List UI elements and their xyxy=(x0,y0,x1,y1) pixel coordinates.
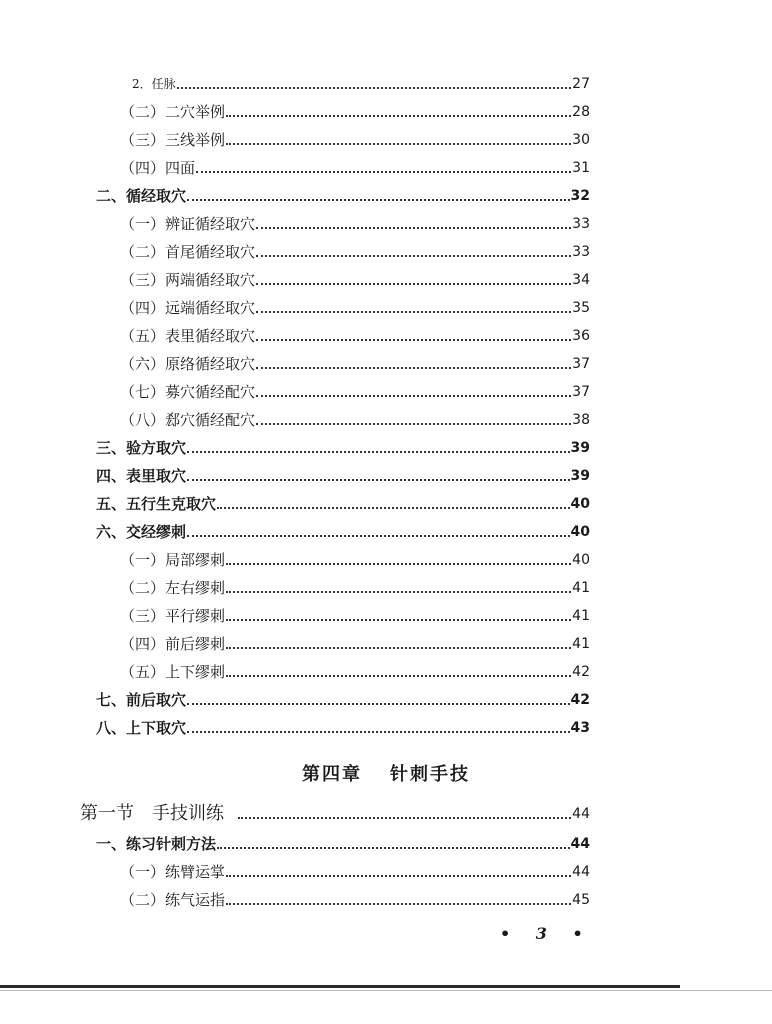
toc-entry-page: 36 xyxy=(572,328,590,344)
toc-entry[interactable] xyxy=(120,320,590,346)
toc-entry[interactable] xyxy=(96,460,590,486)
toc-entry-page: 32 xyxy=(570,188,590,204)
toc-entry-title: （二）首尾循经取穴 xyxy=(120,243,256,261)
toc-entry[interactable] xyxy=(120,292,590,318)
toc-entry-page: 38 xyxy=(572,412,590,428)
toc-entry[interactable] xyxy=(120,856,590,882)
toc-entry-page: 35 xyxy=(572,300,590,316)
leader-dots xyxy=(187,451,570,453)
toc-entry-page: 40 xyxy=(572,552,590,568)
toc-entry-page: 30 xyxy=(572,132,590,148)
toc-entry-page: 43 xyxy=(570,720,590,736)
leader-dots xyxy=(226,115,571,117)
leader-dots xyxy=(226,563,571,565)
toc-entry[interactable] xyxy=(120,628,590,654)
toc-entry-title: （八）郄穴循经配穴 xyxy=(120,411,256,429)
toc-entry-page: 33 xyxy=(572,216,590,232)
leader-dots xyxy=(226,619,571,621)
toc-entry-title: （三）三线举例 xyxy=(120,131,226,149)
toc-entry-page: 45 xyxy=(572,892,590,908)
leader-dots xyxy=(177,87,572,89)
toc-entry[interactable] xyxy=(120,656,590,682)
toc-entry[interactable] xyxy=(120,404,590,430)
leader-dots xyxy=(226,675,571,677)
toc-entry-title: （一）练臂运掌 xyxy=(120,863,226,881)
leader-dots xyxy=(226,647,571,649)
leader-dots xyxy=(256,255,571,257)
toc-entry-title: （二）二穴举例 xyxy=(120,103,226,121)
leader-dots xyxy=(256,227,571,229)
toc-entry[interactable] xyxy=(96,684,590,710)
toc-entry-title: （四）四面 xyxy=(120,159,196,177)
toc-entry[interactable] xyxy=(120,600,590,626)
leader-dots xyxy=(238,817,571,819)
toc-entry-title: 七、前后取穴 xyxy=(96,691,187,709)
leader-dots xyxy=(187,703,570,705)
toc-entry-page: 42 xyxy=(570,692,590,708)
chapter-heading xyxy=(0,760,772,786)
toc-section-entry[interactable] xyxy=(80,798,590,824)
toc-entry[interactable] xyxy=(120,376,590,402)
toc-entry-title: （四）远端循经取穴 xyxy=(120,299,256,317)
leader-dots xyxy=(226,591,571,593)
toc-entry-page: 42 xyxy=(572,664,590,680)
toc-entry-page: 40 xyxy=(570,524,590,540)
toc-entry-title: 第一节 手技训练 xyxy=(80,803,224,824)
leader-dots xyxy=(217,507,570,509)
leader-dots xyxy=(226,903,571,905)
toc-entry[interactable] xyxy=(132,68,590,94)
toc-entry-title: （二）左右缪刺 xyxy=(120,579,226,597)
toc-entry-page: 44 xyxy=(572,806,590,822)
leader-dots xyxy=(187,535,570,537)
toc-entry-page: 31 xyxy=(572,160,590,176)
leader-dots xyxy=(256,367,571,369)
toc-entry[interactable] xyxy=(96,516,590,542)
toc-entry-page: 41 xyxy=(572,636,590,652)
toc-entry-title: （四）前后缪刺 xyxy=(120,635,226,653)
toc-entry[interactable] xyxy=(96,712,590,738)
leader-dots xyxy=(256,423,571,425)
toc-entry[interactable] xyxy=(120,544,590,570)
toc-entry[interactable] xyxy=(96,432,590,458)
page-number: • 3 • xyxy=(500,924,593,943)
toc-entry-title: 三、验方取穴 xyxy=(96,439,187,457)
toc-entry[interactable] xyxy=(96,180,590,206)
leader-dots xyxy=(256,311,571,313)
toc-entry-title: （一）局部缪刺 xyxy=(120,551,226,569)
leader-dots xyxy=(256,283,571,285)
toc-entry-title: 二、循经取穴 xyxy=(96,187,187,205)
leader-dots xyxy=(217,847,570,849)
toc-entry[interactable] xyxy=(120,348,590,374)
toc-entry-title: （二）练气运指 xyxy=(120,891,226,909)
toc-entry-title: 一、练习针刺方法 xyxy=(96,835,217,853)
toc-entry[interactable] xyxy=(120,124,590,150)
toc-entry-page: 44 xyxy=(570,836,590,852)
chapter-title: 针刺手技 xyxy=(390,764,470,785)
bottom-rule-shadow xyxy=(0,990,772,991)
toc-entry-title: 2．任脉 xyxy=(132,77,176,91)
toc-entry-page: 40 xyxy=(570,496,590,512)
leader-dots xyxy=(226,875,571,877)
toc-entry[interactable] xyxy=(120,96,590,122)
toc-entry-page: 44 xyxy=(572,864,590,880)
toc-entry-page: 37 xyxy=(572,384,590,400)
toc-entry-title: （五）表里循经取穴 xyxy=(120,327,256,345)
toc-entry-page: 39 xyxy=(570,468,590,484)
leader-dots xyxy=(187,199,570,201)
toc-entry-page: 34 xyxy=(572,272,590,288)
toc-entry-page: 37 xyxy=(572,356,590,372)
leader-dots xyxy=(256,395,571,397)
toc-entry-title: 五、五行生克取穴 xyxy=(96,495,217,513)
toc-entry[interactable] xyxy=(120,264,590,290)
toc-entry-page: 39 xyxy=(570,440,590,456)
chapter-number: 第四章 xyxy=(302,764,362,785)
toc-entry-title: （三）两端循经取穴 xyxy=(120,271,256,289)
toc-entry-title: 四、表里取穴 xyxy=(96,467,187,485)
toc-entry-title: 六、交经缪刺 xyxy=(96,523,187,541)
toc-entry-title: （一）辨证循经取穴 xyxy=(120,215,256,233)
toc-entry-title: 八、上下取穴 xyxy=(96,719,187,737)
toc-entry-page: 41 xyxy=(572,580,590,596)
toc-entry[interactable] xyxy=(120,884,590,910)
leader-dots xyxy=(187,479,570,481)
bottom-rule xyxy=(0,985,680,988)
toc-entry-page: 41 xyxy=(572,608,590,624)
toc-entry-title: （六）原络循经取穴 xyxy=(120,355,256,373)
toc-entry-page: 33 xyxy=(572,244,590,260)
toc-entry-page: 28 xyxy=(572,104,590,120)
toc-entry[interactable] xyxy=(120,152,590,178)
toc-entry[interactable] xyxy=(96,828,590,854)
toc-entry-page: 27 xyxy=(572,76,590,92)
toc-entry-title: （三）平行缪刺 xyxy=(120,607,226,625)
leader-dots xyxy=(256,339,571,341)
toc-entry[interactable] xyxy=(120,208,590,234)
toc-entry-title: （五）上下缪刺 xyxy=(120,663,226,681)
toc-entry[interactable] xyxy=(120,236,590,262)
toc-entry-title: （七）募穴循经配穴 xyxy=(120,383,256,401)
toc-entry[interactable] xyxy=(120,572,590,598)
toc-entry[interactable] xyxy=(96,488,590,514)
leader-dots xyxy=(196,171,571,173)
leader-dots xyxy=(226,143,571,145)
leader-dots xyxy=(187,731,570,733)
